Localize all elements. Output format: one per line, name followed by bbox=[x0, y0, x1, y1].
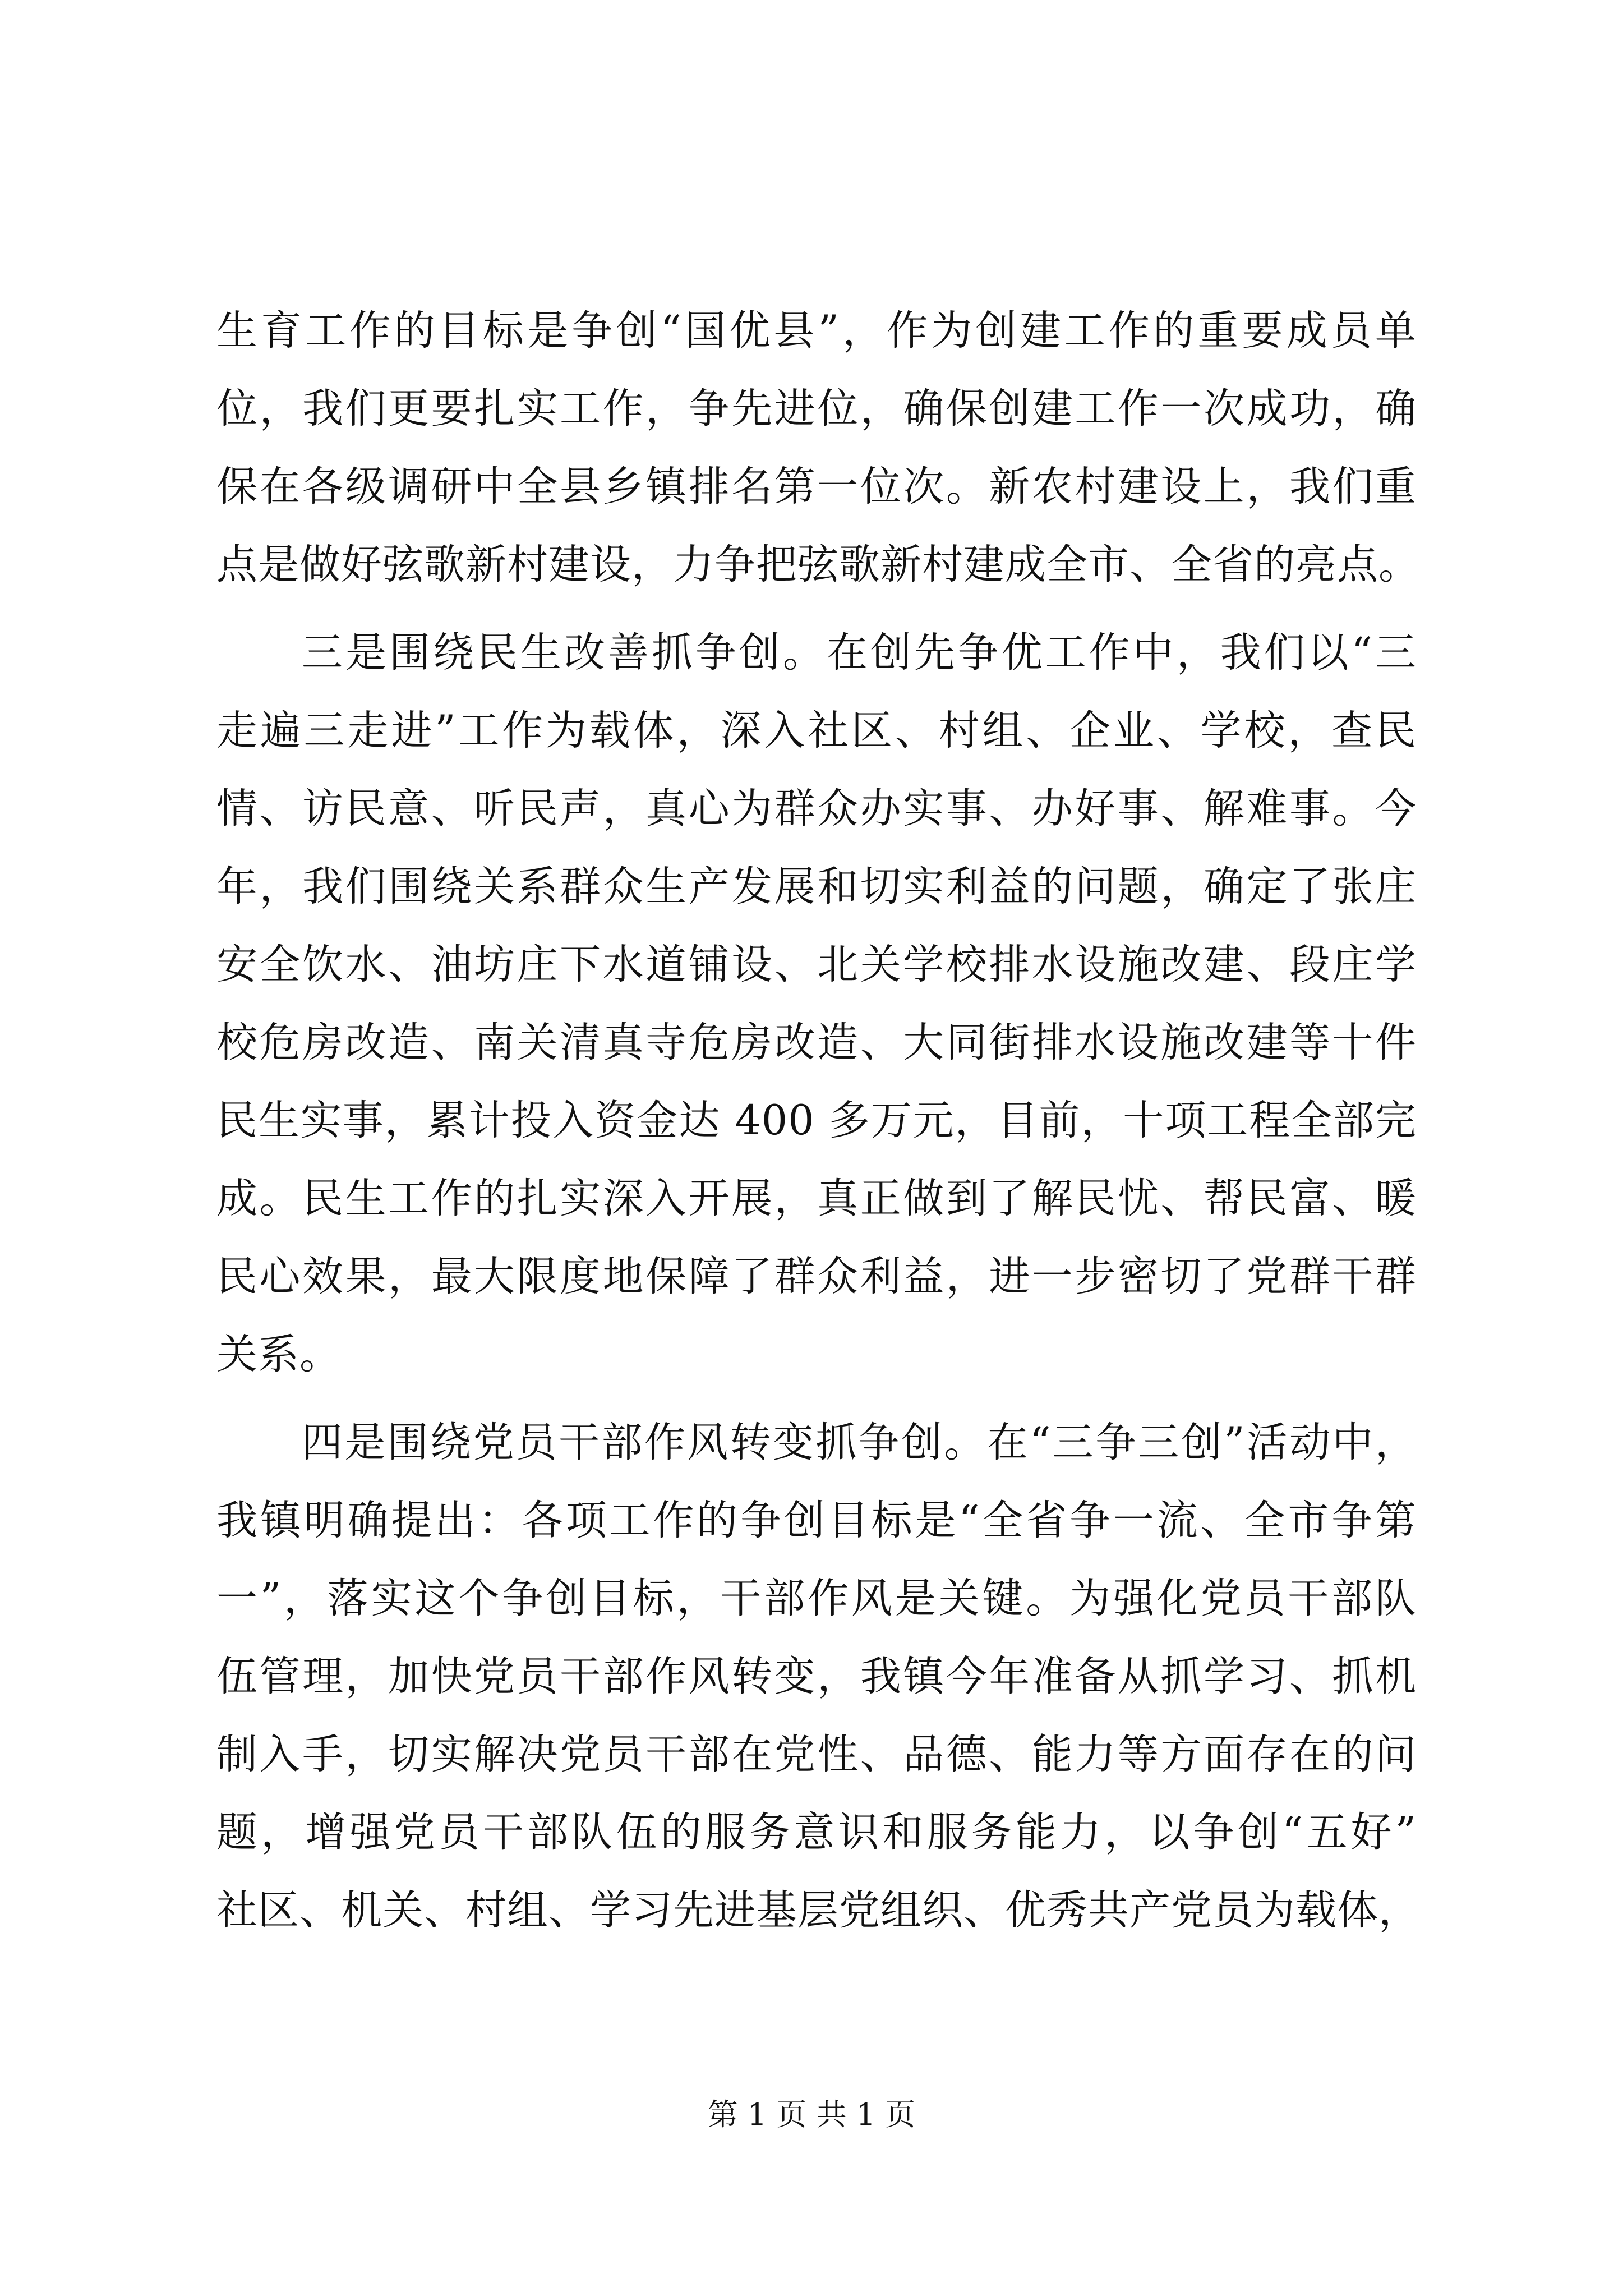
text-line: 保在各级调研中全县乡镇排名第一位次。新农村建设上，我们重 bbox=[216, 463, 1417, 510]
document-body bbox=[216, 292, 1420, 1949]
text-line: 民心效果，最大限度地保障了群众利益，进一步密切了党群干群 bbox=[216, 1253, 1417, 1300]
text-line: 校危房改造、南关清真寺危房改造、大同街排水设施改建等十件 bbox=[216, 1019, 1417, 1066]
text-line: 伍管理，加快党员干部作风转变，我镇今年准备从抓学习、抓机 bbox=[216, 1653, 1417, 1700]
text-line: 民生实事，累计投入资金达 400 多万元，目前，十项工程全部完 bbox=[216, 1097, 1417, 1144]
text-line: 三是围绕民生改善抓争创。在创先争优工作中，我们以“三 bbox=[302, 629, 1417, 677]
paragraph bbox=[216, 614, 1417, 1393]
paragraph-gap bbox=[216, 1393, 1417, 1404]
text-line: 走遍三走进”工作为载体，深入社区、村组、企业、学校，查民 bbox=[216, 707, 1417, 754]
text-line: 制入手，切实解决党员干部在党性、品德、能力等方面存在的问 bbox=[216, 1731, 1417, 1778]
text-line: 一”，落实这个争创目标，干部作风是关键。为强化党员干部队 bbox=[216, 1575, 1417, 1622]
text-line: 关系。 bbox=[216, 1331, 341, 1378]
text-line: 位，我们更要扎实工作，争先进位，确保创建工作一次成功，确 bbox=[216, 385, 1417, 432]
text-line: 安全饮水、油坊庄下水道铺设、北关学校排水设施改建、段庄学 bbox=[216, 941, 1417, 988]
text-line: 情、访民意、听民声，真心为群众办实事、办好事、解难事。今 bbox=[216, 785, 1417, 832]
text-line: 成。民生工作的扎实深入开展，真正做到了解民忧、帮民富、暖 bbox=[216, 1175, 1417, 1222]
text-line: 生育工作的目标是争创“国优县”，作为创建工作的重要成员单 bbox=[216, 307, 1417, 355]
text-line: 我镇明确提出：各项工作的争创目标是“全省争一流、全市争第 bbox=[216, 1497, 1417, 1544]
text-line: 四是围绕党员干部作风转变抓争创。在“三争三创”活动中， bbox=[302, 1419, 1417, 1466]
paragraph bbox=[216, 1404, 1420, 1949]
paragraph bbox=[216, 292, 1420, 604]
text-line: 点是做好弦歌新村建设，力争把弦歌新村建成全市、全省的亮点。 bbox=[216, 541, 1420, 588]
text-line: 年，我们围绕关系群众生产发展和切实利益的问题，确定了张庄 bbox=[216, 863, 1417, 910]
page-footer: 第 1 页 共 1 页 bbox=[707, 2097, 916, 2132]
paragraph-gap bbox=[216, 604, 1417, 614]
text-line: 题，增强党员干部队伍的服务意识和服务能力，以争创“五好” bbox=[216, 1809, 1417, 1856]
text-line: 社区、机关、村组、学习先进基层党组织、优秀共产党员为载体， bbox=[216, 1887, 1420, 1934]
